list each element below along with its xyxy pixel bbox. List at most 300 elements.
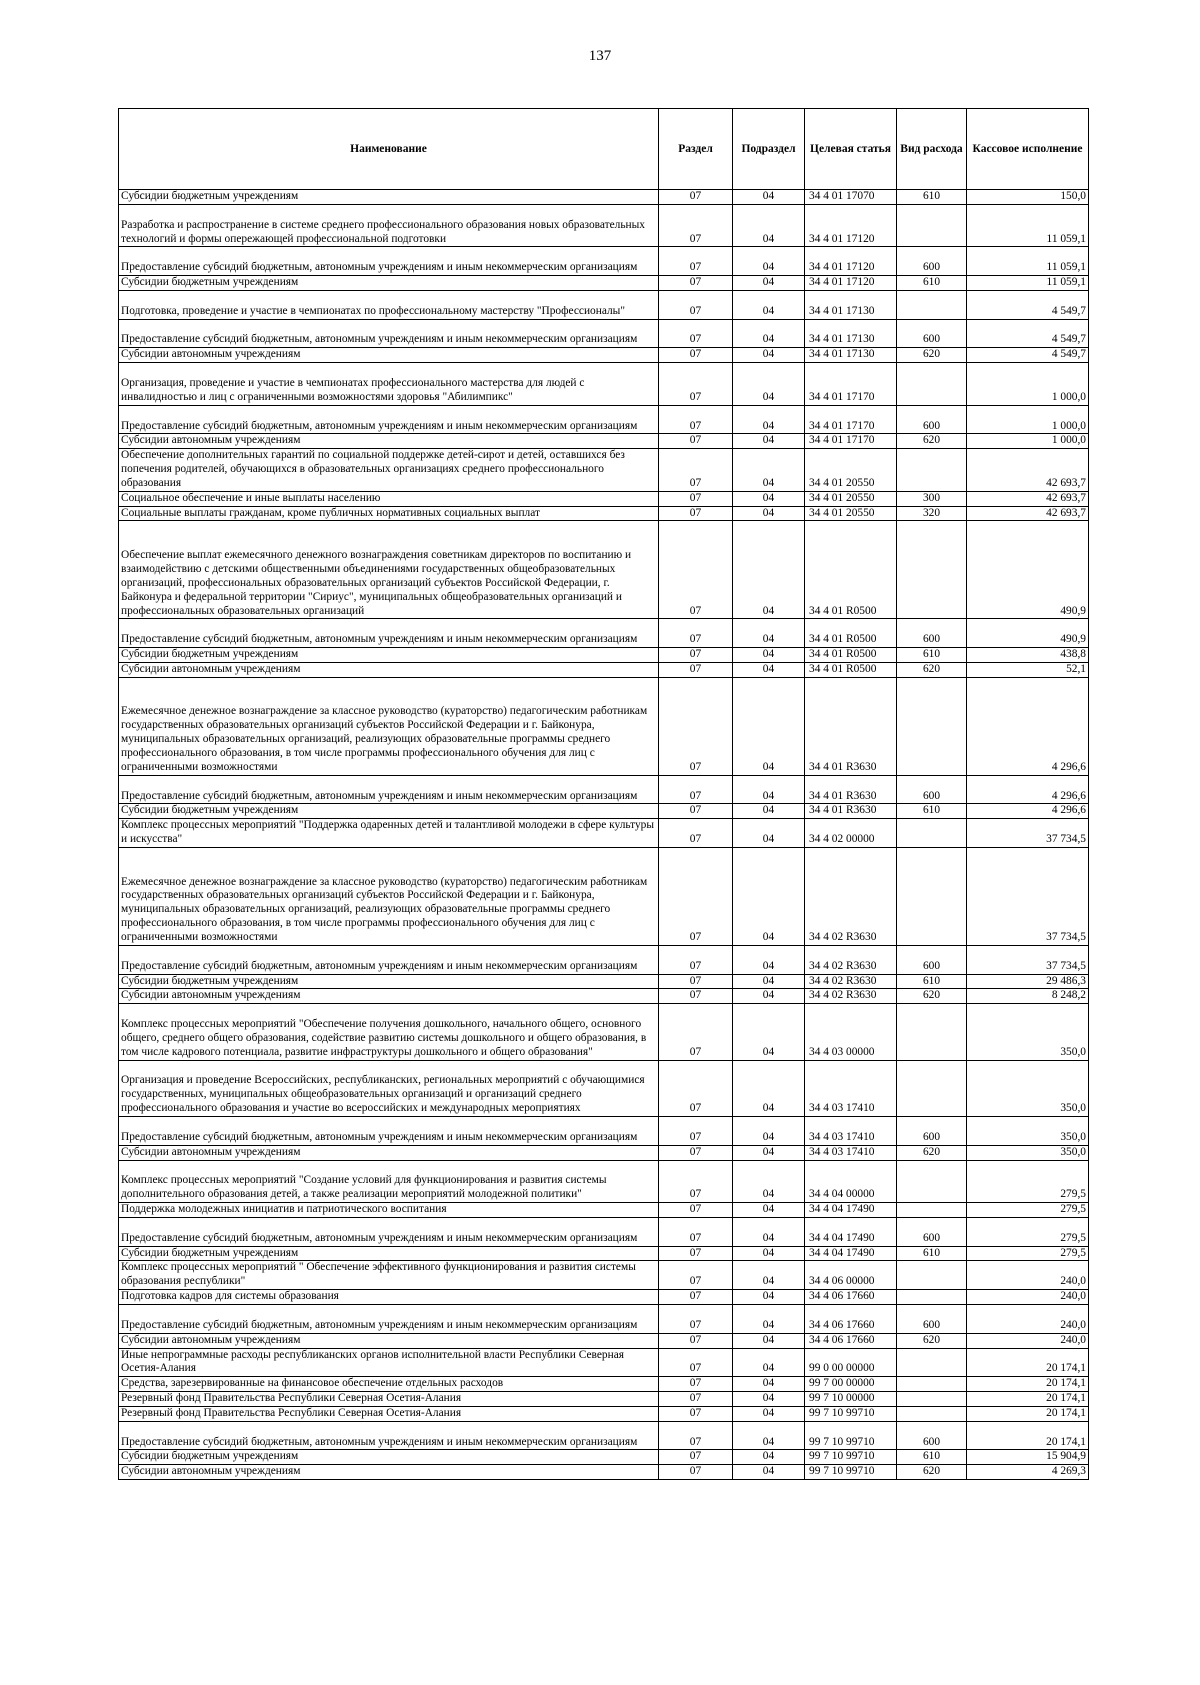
- row-amount: 490,9: [967, 521, 1089, 619]
- row-kind: [897, 819, 967, 848]
- row-name: Предоставление субсидий бюджетным, автономным учреждениям и иным некоммерческим организациям: [119, 1217, 659, 1246]
- row-subsection: 04: [733, 945, 805, 974]
- row-name: Обеспечение дополнительных гарантий по социальной поддержке детей-сирот и детей, оставшихся без попечения родителей, обучающихся в образовательных организациях среднего профессионального образования: [119, 449, 659, 492]
- row-target: 34 4 01 20550: [805, 506, 897, 521]
- table-row: [119, 1261, 1089, 1290]
- row-name: Обеспечение выплат ежемесячного денежного вознаграждения советникам директоров по воспитанию и взаимодействию с детскими общественными объединениями государственных общеобразовательных организаций, профессиональных образовательных организаций субъектов Российской Федерации, г. Байконура и федеральной территории "Сириус", муниципальных общеобразовательных организаций и профессиональных образовательных организаций: [119, 521, 659, 619]
- row-name: Социальные выплаты гражданам, кроме публичных нормативных социальных выплат: [119, 506, 659, 521]
- row-kind: 610: [897, 648, 967, 663]
- row-amount: 8 248,2: [967, 989, 1089, 1004]
- row-kind: 610: [897, 1450, 967, 1465]
- row-target: 34 4 01 17120: [805, 247, 897, 276]
- row-section: 07: [659, 506, 733, 521]
- table-row: [119, 1450, 1089, 1465]
- row-section: 07: [659, 1333, 733, 1348]
- row-name: Подготовка кадров для системы образования: [119, 1290, 659, 1305]
- table-row: [119, 1117, 1089, 1146]
- row-kind: 620: [897, 1333, 967, 1348]
- row-subsection: 04: [733, 1305, 805, 1334]
- row-section: 07: [659, 1145, 733, 1160]
- row-target: 34 4 01 17170: [805, 363, 897, 406]
- row-section: 07: [659, 1465, 733, 1480]
- table-row: [119, 204, 1089, 247]
- row-target: 34 4 01 20550: [805, 491, 897, 506]
- row-amount: 29 486,3: [967, 974, 1089, 989]
- row-kind: 620: [897, 989, 967, 1004]
- table-row: [119, 276, 1089, 291]
- row-subsection: 04: [733, 276, 805, 291]
- row-amount: 42 693,7: [967, 449, 1089, 492]
- row-section: 07: [659, 1117, 733, 1146]
- row-kind: 600: [897, 247, 967, 276]
- row-section: 07: [659, 405, 733, 434]
- table-row: [119, 1004, 1089, 1060]
- table-row: [119, 434, 1089, 449]
- row-kind: [897, 1203, 967, 1218]
- row-amount: 279,5: [967, 1203, 1089, 1218]
- table-row: [119, 190, 1089, 205]
- row-name: Предоставление субсидий бюджетным, автономным учреждениям и иным некоммерческим организациям: [119, 619, 659, 648]
- table-row: [119, 1406, 1089, 1421]
- row-name: Поддержка молодежных инициатив и патриотического воспитания: [119, 1203, 659, 1218]
- row-amount: 20 174,1: [967, 1421, 1089, 1450]
- row-amount: 37 734,5: [967, 819, 1089, 848]
- row-target: 34 4 03 17410: [805, 1060, 897, 1116]
- row-subsection: 04: [733, 1348, 805, 1377]
- header-subsection: Подраздел: [733, 109, 805, 190]
- table-row: [119, 819, 1089, 848]
- table-row: [119, 1160, 1089, 1203]
- row-amount: 11 059,1: [967, 247, 1089, 276]
- row-target: 34 4 03 17410: [805, 1117, 897, 1146]
- table-body: [119, 190, 1089, 1480]
- row-amount: 15 904,9: [967, 1450, 1089, 1465]
- row-amount: 4 296,6: [967, 677, 1089, 775]
- row-kind: [897, 1060, 967, 1116]
- row-subsection: 04: [733, 619, 805, 648]
- row-section: 07: [659, 847, 733, 945]
- row-kind: [897, 847, 967, 945]
- row-subsection: 04: [733, 804, 805, 819]
- row-kind: 600: [897, 945, 967, 974]
- row-target: 34 4 01 17170: [805, 405, 897, 434]
- row-section: 07: [659, 434, 733, 449]
- row-amount: 4 549,7: [967, 348, 1089, 363]
- table-row: [119, 945, 1089, 974]
- row-target: 34 4 04 17490: [805, 1217, 897, 1246]
- row-target: 99 7 00 00000: [805, 1377, 897, 1392]
- table-row: [119, 449, 1089, 492]
- row-subsection: 04: [733, 989, 805, 1004]
- row-name: Предоставление субсидий бюджетным, автономным учреждениям и иным некоммерческим организациям: [119, 247, 659, 276]
- table-row: [119, 1333, 1089, 1348]
- row-kind: [897, 1290, 967, 1305]
- row-name: Подготовка, проведение и участие в чемпионатах по профессиональному мастерству "Профессионалы": [119, 290, 659, 319]
- row-name: Предоставление субсидий бюджетным, автономным учреждениям и иным некоммерческим организациям: [119, 1305, 659, 1334]
- table-row: [119, 319, 1089, 348]
- row-kind: 600: [897, 619, 967, 648]
- table-row: [119, 619, 1089, 648]
- row-kind: 300: [897, 491, 967, 506]
- row-section: 07: [659, 1160, 733, 1203]
- row-target: 34 4 02 R3630: [805, 847, 897, 945]
- row-name: Ежемесячное денежное вознаграждение за классное руководство (кураторство) педагогическим работникам государственных образовательных организаций субъектов Российской Федерации и г. Байконура, муниципальных образовательных организаций, реализующих образовательные программы среднего профессионального образования, в том числе программы профессионального обучения для лиц с ограниченными возможностями: [119, 847, 659, 945]
- row-kind: [897, 1392, 967, 1407]
- row-section: 07: [659, 619, 733, 648]
- row-target: 34 4 01 17130: [805, 319, 897, 348]
- row-amount: 4 549,7: [967, 290, 1089, 319]
- row-amount: 1 000,0: [967, 405, 1089, 434]
- row-subsection: 04: [733, 648, 805, 663]
- table-row: [119, 247, 1089, 276]
- row-subsection: 04: [733, 247, 805, 276]
- table-row: [119, 1217, 1089, 1246]
- row-name: Субсидии автономным учреждениям: [119, 989, 659, 1004]
- table-header-row: [119, 109, 1089, 190]
- row-kind: 620: [897, 1145, 967, 1160]
- row-amount: 4 269,3: [967, 1465, 1089, 1480]
- row-kind: 600: [897, 405, 967, 434]
- row-subsection: 04: [733, 521, 805, 619]
- row-subsection: 04: [733, 1450, 805, 1465]
- table-row: [119, 1377, 1089, 1392]
- row-kind: 600: [897, 1421, 967, 1450]
- row-name: Предоставление субсидий бюджетным, автономным учреждениям и иным некоммерческим организациям: [119, 405, 659, 434]
- row-section: 07: [659, 1450, 733, 1465]
- row-section: 07: [659, 648, 733, 663]
- row-amount: 11 059,1: [967, 204, 1089, 247]
- row-amount: 52,1: [967, 662, 1089, 677]
- header-kind: Вид расхода: [897, 109, 967, 190]
- row-subsection: 04: [733, 1246, 805, 1261]
- row-amount: 37 734,5: [967, 847, 1089, 945]
- row-subsection: 04: [733, 1217, 805, 1246]
- row-amount: 279,5: [967, 1246, 1089, 1261]
- row-kind: [897, 1406, 967, 1421]
- table-row: [119, 1421, 1089, 1450]
- row-section: 07: [659, 989, 733, 1004]
- row-name: Субсидии автономным учреждениям: [119, 1145, 659, 1160]
- table-row: [119, 506, 1089, 521]
- row-name: Субсидии автономным учреждениям: [119, 1465, 659, 1480]
- row-target: 34 4 02 00000: [805, 819, 897, 848]
- row-section: 07: [659, 247, 733, 276]
- row-amount: 350,0: [967, 1004, 1089, 1060]
- row-amount: 240,0: [967, 1290, 1089, 1305]
- row-section: 07: [659, 1060, 733, 1116]
- row-section: 07: [659, 204, 733, 247]
- row-section: 07: [659, 521, 733, 619]
- table-row: [119, 1145, 1089, 1160]
- row-subsection: 04: [733, 1333, 805, 1348]
- row-kind: [897, 290, 967, 319]
- table-row: [119, 405, 1089, 434]
- row-amount: 240,0: [967, 1305, 1089, 1334]
- row-section: 07: [659, 1421, 733, 1450]
- row-section: 07: [659, 945, 733, 974]
- row-target: 34 4 03 00000: [805, 1004, 897, 1060]
- row-subsection: 04: [733, 775, 805, 804]
- row-subsection: 04: [733, 1392, 805, 1407]
- row-subsection: 04: [733, 204, 805, 247]
- table-row: [119, 491, 1089, 506]
- row-section: 07: [659, 319, 733, 348]
- row-subsection: 04: [733, 974, 805, 989]
- row-section: 07: [659, 1377, 733, 1392]
- row-amount: 20 174,1: [967, 1348, 1089, 1377]
- row-section: 07: [659, 1348, 733, 1377]
- row-amount: 11 059,1: [967, 276, 1089, 291]
- row-name: Комплекс процессных мероприятий " Обеспечение эффективного функционирования и развития системы образования республики": [119, 1261, 659, 1290]
- row-kind: 620: [897, 662, 967, 677]
- row-kind: [897, 1004, 967, 1060]
- table-row: [119, 847, 1089, 945]
- row-target: 34 4 02 R3630: [805, 974, 897, 989]
- row-target: 34 4 04 00000: [805, 1160, 897, 1203]
- table-row: [119, 662, 1089, 677]
- row-name: Ежемесячное денежное вознаграждение за классное руководство (кураторство) педагогическим работникам государственных образовательных организаций субъектов Российской Федерации и г. Байконура, муниципальных образовательных организаций, реализующих образовательные программы среднего профессионального образования, в том числе программы профессионального обучения для лиц с ограниченными возможностями: [119, 677, 659, 775]
- row-kind: [897, 521, 967, 619]
- row-amount: 20 174,1: [967, 1392, 1089, 1407]
- row-target: 34 4 01 17130: [805, 348, 897, 363]
- row-name: Резервный фонд Правительства Республики Северная Осетия-Алания: [119, 1392, 659, 1407]
- row-amount: 490,9: [967, 619, 1089, 648]
- row-subsection: 04: [733, 449, 805, 492]
- row-section: 07: [659, 1004, 733, 1060]
- row-target: 99 7 10 99710: [805, 1406, 897, 1421]
- row-kind: 620: [897, 1465, 967, 1480]
- row-target: 34 4 06 17660: [805, 1305, 897, 1334]
- table-row: [119, 804, 1089, 819]
- row-subsection: 04: [733, 319, 805, 348]
- row-section: 07: [659, 276, 733, 291]
- row-subsection: 04: [733, 506, 805, 521]
- row-target: 34 4 01 R3630: [805, 775, 897, 804]
- row-amount: 42 693,7: [967, 491, 1089, 506]
- row-kind: [897, 1160, 967, 1203]
- table-row: [119, 677, 1089, 775]
- table-row: [119, 1060, 1089, 1116]
- row-name: Комплекс процессных мероприятий "Создание условий для функционирования и развития системы дополнительного образования детей, а также реализации мероприятий молодежной политики": [119, 1160, 659, 1203]
- row-subsection: 04: [733, 1203, 805, 1218]
- row-target: 34 4 01 17170: [805, 434, 897, 449]
- row-subsection: 04: [733, 819, 805, 848]
- row-section: 07: [659, 677, 733, 775]
- table-row: [119, 1203, 1089, 1218]
- row-subsection: 04: [733, 1377, 805, 1392]
- row-name: Предоставление субсидий бюджетным, автономным учреждениям и иным некоммерческим организациям: [119, 319, 659, 348]
- row-subsection: 04: [733, 290, 805, 319]
- table-row: [119, 1348, 1089, 1377]
- table-row: [119, 1305, 1089, 1334]
- row-kind: 610: [897, 1246, 967, 1261]
- row-target: 34 4 02 R3630: [805, 945, 897, 974]
- row-target: 34 4 01 17130: [805, 290, 897, 319]
- row-amount: 4 549,7: [967, 319, 1089, 348]
- row-subsection: 04: [733, 1406, 805, 1421]
- row-amount: 20 174,1: [967, 1406, 1089, 1421]
- row-section: 07: [659, 449, 733, 492]
- page-number: 137: [588, 48, 612, 64]
- row-amount: 37 734,5: [967, 945, 1089, 974]
- row-kind: 600: [897, 775, 967, 804]
- table-row: [119, 775, 1089, 804]
- header-amount: Кассовое исполнение: [967, 109, 1089, 190]
- row-name: Предоставление субсидий бюджетным, автономным учреждениям и иным некоммерческим организациям: [119, 1117, 659, 1146]
- row-subsection: 04: [733, 190, 805, 205]
- row-section: 07: [659, 1203, 733, 1218]
- row-target: 34 4 01 17070: [805, 190, 897, 205]
- row-name: Субсидии автономным учреждениям: [119, 1333, 659, 1348]
- row-target: 34 4 06 17660: [805, 1333, 897, 1348]
- row-name: Предоставление субсидий бюджетным, автономным учреждениям и иным некоммерческим организациям: [119, 775, 659, 804]
- row-amount: 240,0: [967, 1261, 1089, 1290]
- budget-table: [118, 108, 1089, 1480]
- row-kind: 610: [897, 276, 967, 291]
- row-name: Субсидии автономным учреждениям: [119, 348, 659, 363]
- row-amount: 279,5: [967, 1160, 1089, 1203]
- table-row: [119, 1392, 1089, 1407]
- row-kind: [897, 677, 967, 775]
- row-amount: 350,0: [967, 1117, 1089, 1146]
- row-target: 34 4 02 R3630: [805, 989, 897, 1004]
- table-row: [119, 989, 1089, 1004]
- header-target: Целевая статья: [805, 109, 897, 190]
- row-name: Субсидии бюджетным учреждениям: [119, 804, 659, 819]
- row-name: Средства, зарезервированные на финансовое обеспечение отдельных расходов: [119, 1377, 659, 1392]
- row-target: 34 4 01 R3630: [805, 804, 897, 819]
- row-target: 34 4 04 17490: [805, 1246, 897, 1261]
- row-kind: [897, 363, 967, 406]
- row-section: 07: [659, 1246, 733, 1261]
- row-subsection: 04: [733, 662, 805, 677]
- row-amount: 20 174,1: [967, 1377, 1089, 1392]
- row-kind: 610: [897, 804, 967, 819]
- row-subsection: 04: [733, 1290, 805, 1305]
- row-subsection: 04: [733, 1145, 805, 1160]
- row-target: 99 7 10 00000: [805, 1392, 897, 1407]
- row-section: 07: [659, 290, 733, 319]
- row-target: 34 4 01 20550: [805, 449, 897, 492]
- table-row: [119, 974, 1089, 989]
- row-section: 07: [659, 1305, 733, 1334]
- row-section: 07: [659, 491, 733, 506]
- row-subsection: 04: [733, 1117, 805, 1146]
- row-kind: 600: [897, 1117, 967, 1146]
- row-amount: 240,0: [967, 1333, 1089, 1348]
- row-subsection: 04: [733, 1004, 805, 1060]
- row-target: 34 4 03 17410: [805, 1145, 897, 1160]
- row-amount: 150,0: [967, 190, 1089, 205]
- row-target: 99 7 10 99710: [805, 1465, 897, 1480]
- row-name: Субсидии автономным учреждениям: [119, 662, 659, 677]
- row-section: 07: [659, 804, 733, 819]
- row-name: Комплекс процессных мероприятий "Поддержка одаренных детей и талантливой молодежи в сфере культуры и искусства": [119, 819, 659, 848]
- table-row: [119, 1290, 1089, 1305]
- row-kind: 600: [897, 1305, 967, 1334]
- row-section: 07: [659, 1290, 733, 1305]
- row-section: 07: [659, 1261, 733, 1290]
- row-target: 34 4 01 R0500: [805, 521, 897, 619]
- row-subsection: 04: [733, 348, 805, 363]
- row-subsection: 04: [733, 363, 805, 406]
- row-amount: 4 296,6: [967, 804, 1089, 819]
- row-name: Разработка и распространение в системе среднего профессионального образования новых образовательных технологий и формы опережающей профессиональной подготовки: [119, 204, 659, 247]
- row-name: Социальное обеспечение и иные выплаты населению: [119, 491, 659, 506]
- row-target: 34 4 01 17120: [805, 204, 897, 247]
- row-kind: 610: [897, 974, 967, 989]
- row-name: Предоставление субсидий бюджетным, автономным учреждениям и иным некоммерческим организациям: [119, 1421, 659, 1450]
- row-subsection: 04: [733, 1160, 805, 1203]
- row-kind: 320: [897, 506, 967, 521]
- row-kind: 620: [897, 348, 967, 363]
- row-name: Субсидии бюджетным учреждениям: [119, 648, 659, 663]
- row-name: Организация и проведение Всероссийских, республиканских, региональных мероприятий с обучающимися государственных, муниципальных общеобразовательных организаций и организаций среднего профессионального образования и участие во всероссийских и международных мероприятиях: [119, 1060, 659, 1116]
- row-name: Резервный фонд Правительства Республики Северная Осетия-Алания: [119, 1406, 659, 1421]
- row-name: Комплекс процессных мероприятий "Обеспечение получения дошкольного, начального общего, основного общего, среднего общего образования, содействие развитию системы дошкольного и общего образования, в том числе кадрового потенциала, развитие инфраструктуры дошкольного и общего образования": [119, 1004, 659, 1060]
- row-target: 34 4 01 R0500: [805, 619, 897, 648]
- row-name: Субсидии автономным учреждениям: [119, 434, 659, 449]
- row-subsection: 04: [733, 1060, 805, 1116]
- row-kind: 600: [897, 1217, 967, 1246]
- row-amount: 279,5: [967, 1217, 1089, 1246]
- row-amount: 1 000,0: [967, 434, 1089, 449]
- row-kind: [897, 449, 967, 492]
- row-section: 07: [659, 190, 733, 205]
- row-amount: 350,0: [967, 1060, 1089, 1116]
- table-row: [119, 648, 1089, 663]
- row-name: Предоставление субсидий бюджетным, автономным учреждениям и иным некоммерческим организациям: [119, 945, 659, 974]
- row-kind: 610: [897, 190, 967, 205]
- row-subsection: 04: [733, 677, 805, 775]
- row-kind: [897, 204, 967, 247]
- header-section: Раздел: [659, 109, 733, 190]
- table-row: [119, 363, 1089, 406]
- row-kind: [897, 1348, 967, 1377]
- row-subsection: 04: [733, 491, 805, 506]
- row-subsection: 04: [733, 1465, 805, 1480]
- row-amount: 350,0: [967, 1145, 1089, 1160]
- row-name: Субсидии бюджетным учреждениям: [119, 1246, 659, 1261]
- row-target: 34 4 01 R0500: [805, 662, 897, 677]
- row-target: 99 0 00 00000: [805, 1348, 897, 1377]
- row-amount: 42 693,7: [967, 506, 1089, 521]
- table-row: [119, 521, 1089, 619]
- table-row: [119, 1246, 1089, 1261]
- row-target: 34 4 04 17490: [805, 1203, 897, 1218]
- row-section: 07: [659, 1217, 733, 1246]
- row-amount: 1 000,0: [967, 363, 1089, 406]
- row-subsection: 04: [733, 1261, 805, 1290]
- row-section: 07: [659, 662, 733, 677]
- row-amount: 4 296,6: [967, 775, 1089, 804]
- row-name: Субсидии бюджетным учреждениям: [119, 190, 659, 205]
- row-name: Субсидии бюджетным учреждениям: [119, 1450, 659, 1465]
- row-section: 07: [659, 1392, 733, 1407]
- header-name: Наименование: [119, 109, 659, 190]
- row-name: Субсидии бюджетным учреждениям: [119, 974, 659, 989]
- table-row: [119, 348, 1089, 363]
- row-subsection: 04: [733, 847, 805, 945]
- row-target: 99 7 10 99710: [805, 1421, 897, 1450]
- row-target: 34 4 01 17120: [805, 276, 897, 291]
- row-section: 07: [659, 775, 733, 804]
- row-section: 07: [659, 348, 733, 363]
- row-target: 34 4 06 00000: [805, 1261, 897, 1290]
- row-target: 34 4 01 R0500: [805, 648, 897, 663]
- row-amount: 438,8: [967, 648, 1089, 663]
- row-target: 34 4 06 17660: [805, 1290, 897, 1305]
